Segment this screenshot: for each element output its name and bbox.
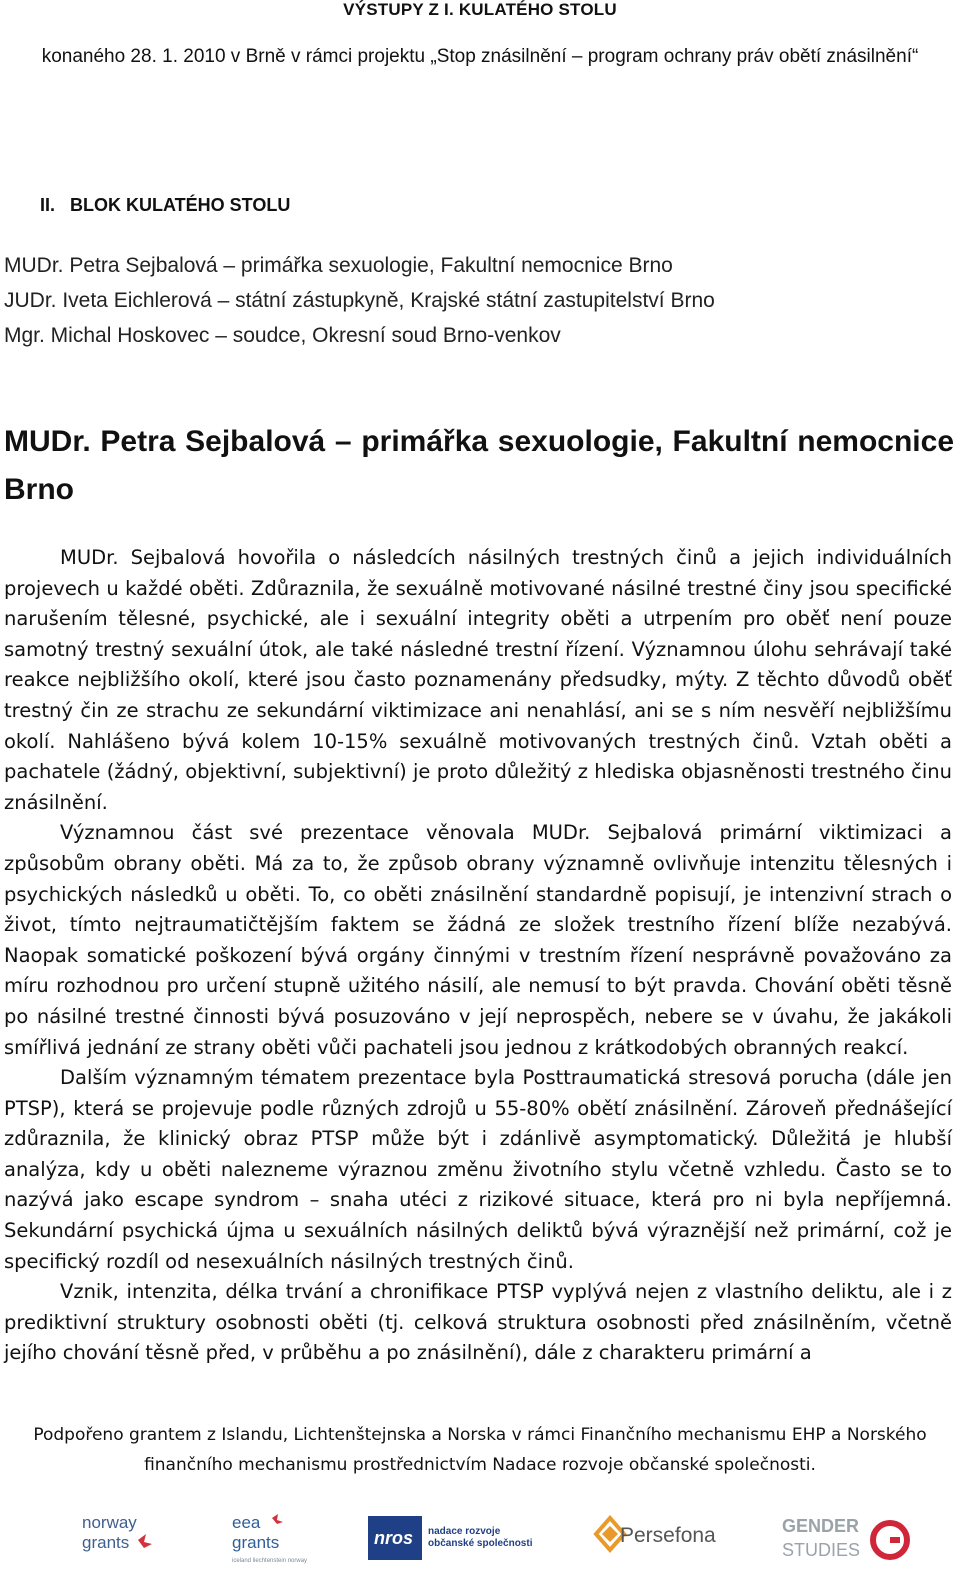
document-subtitle: konaného 28. 1. 2010 v Brně v rámci projektu „Stop znásilnění – program ochrany práv obětí znásilnění“ bbox=[41, 46, 919, 67]
logo-text: nros bbox=[374, 1528, 414, 1548]
sponsor-logos bbox=[0, 1510, 960, 1570]
section-heading: MUDr. Petra Sejbalová – primářka sexuologie, Fakultní nemocnice Brno bbox=[4, 425, 954, 506]
paragraph: Dalším významným tématem prezentace byla Posttraumatická stresová porucha (dále jen PTSP), která se projevuje podle různých zdrojů u 55-80% obětí znásilnění. Zároveň přednášející zdůraznila, že klinický obraz PTSP může být i zdánlivě asymptomatický. Důležitá je hlubší analýza, kdy u oběti nalezneme výraznou změnu životního stylu včetně vzhledu. Často se to nazývá jako escape syndrom – snaha utéci z rizikové situace, která pro ni byla nepříjemná. Sekundární psychická újma u sexuálních násilných deliktů bývá výraznější než primární, což je specifický rozdíl od nesexuálních násilných trestných činů. bbox=[4, 1066, 952, 1273]
logo-text: eea bbox=[232, 1513, 261, 1532]
logo-text: Persefona bbox=[620, 1524, 716, 1547]
norway-grants-logo bbox=[80, 1510, 160, 1566]
document-title: VÝSTUPY Z I. KULATÉHO STOLU bbox=[343, 0, 617, 19]
logo-small-text: iceland liechtenstein norway bbox=[232, 1558, 308, 1564]
gender-studies-logo bbox=[780, 1510, 914, 1566]
persefona-logo bbox=[592, 1510, 724, 1566]
body-text bbox=[4, 543, 952, 1369]
logo-text: STUDIES bbox=[782, 1540, 861, 1560]
logo-text: grants bbox=[82, 1533, 130, 1552]
logo-text: grants bbox=[232, 1533, 280, 1552]
footer bbox=[0, 1420, 960, 1480]
logo-text: občanské společnosti bbox=[428, 1538, 533, 1549]
nros-logo bbox=[368, 1510, 548, 1566]
paragraph: Významnou část své prezentace věnovala MUDr. Sejbalová primární viktimizaci a způsobům obrany oběti. Má za to, že způsob obrany významně ovlivňuje intenzitu tělesných i psychických následků u oběti. To, co oběti znásilnění standardně popisují, je intenzivní strach o život, tímto nejtraumatičtějším faktem se žádná ze složek trestního řízení blíže nezabývá. Naopak somatické poškození bývá orgány činnými v trestním řízení nesprávně považováno za míru rozhodnou pro určení stupně užitého násilí, ale nemusí to být pravda. Chování oběti těsně po násilné trestné činnosti bývá posuzováno v její neprospěch, nebere se v úvahu, že jakákoli smířlivá jednání ze strany oběti vůči pachateli jsou jednou z krátkodobých obranných reakcí. bbox=[4, 821, 952, 1059]
paragraph: MUDr. Sejbalová hovořila o následcích násilných trestných činů a jejich individuálních projevech u každé oběti. Zdůraznila, že sexuálně motivované násilné trestné činy jsou specifické narušením tělesné, psychické, ale i sexuální integrity oběti a utrpením pro oběť není pouze samotný trestný sexuální útok, ale také následné trestní řízení. Významnou úlohu sehrávají také reakce nejbližšího okolí, které jsou často poznamenány předsudky, mýty. Z těchto důvodů oběť trestný čin ze strachu ze sekundární viktimizace ani nenahlásí, ani se s ním nesvěří nejbližšímu okolí. Nahlášeno bývá kolem 10-15% sexuálně motivovaných trestných činů. Vztah oběti a pachatele (žádný, objektivní, subjektivní) je proto důležitý z hlediska objasněnosti trestného činu znásilnění. bbox=[4, 546, 952, 814]
footer-line-1: Podpořeno grantem z Islandu, Lichtenštejnska a Norska v rámci Finančního mechanismu EHP a Norského bbox=[33, 1425, 927, 1445]
participant-3: Mgr. Michal Hoskovec – soudce, Okresní soud Brno-venkov bbox=[4, 324, 561, 347]
footer-line-2: finančního mechanismu prostřednictvím Nadace rozvoje občanské společnosti. bbox=[144, 1455, 816, 1475]
logo-text: GENDER bbox=[782, 1516, 860, 1536]
logo-text: nadace rozvoje bbox=[428, 1526, 501, 1537]
block-heading: II. BLOK KULATÉHO STOLU bbox=[40, 195, 291, 215]
paragraph: Vznik, intenzita, délka trvání a chronifikace PTSP vyplývá nejen z vlastního deliktu, ale i z prediktivní struktury osobnosti oběti (tj. celková struktura osobnosti před znásilněním, včetně jejího chování těsně před, v průběhu a po znásilnění), dále z charakteru primární a bbox=[4, 1280, 952, 1365]
logo-text: norway bbox=[82, 1513, 137, 1532]
participant-1: MUDr. Petra Sejbalová – primářka sexuologie, Fakultní nemocnice Brno bbox=[4, 254, 673, 277]
participant-2: JUDr. Iveta Eichlerová – státní zástupkyně, Krajské státní zastupitelství Brno bbox=[4, 289, 715, 312]
eea-grants-logo bbox=[230, 1510, 310, 1566]
